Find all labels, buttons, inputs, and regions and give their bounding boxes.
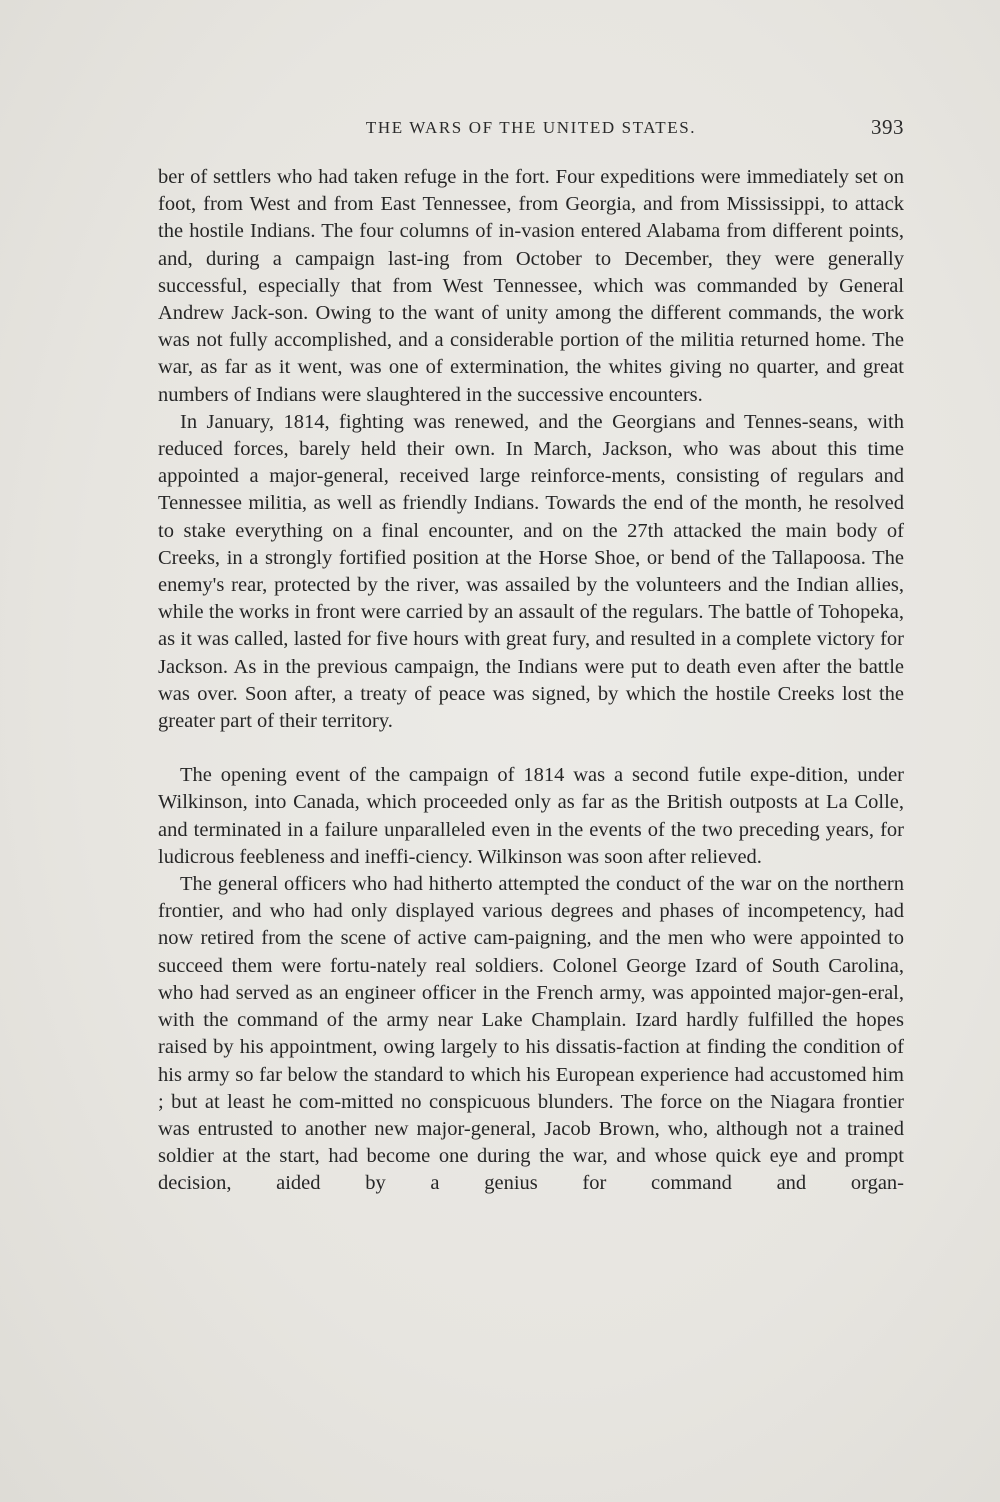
paragraph-general-officers: The general officers who had hitherto attempted the conduct of the war on the northern frontier, and who had only displayed various degrees and phases of incompetency, had now retired from the scene of active cam-paigning, and the men who were appointed to succeed them were fortu-nately real soldiers. Colonel George Izard of South Carolina, who had served as an engineer officer in the French army, was appointed major-gen-eral, with the command of the army near Lake Champlain. Izard hardly fulfilled the hopes raised by his appointment, owing largely to his dissatis-faction at finding the condition of his army so far below the standard to which his European experience had accustomed him ; but at least he com-mitted no conspicuous blunders. The force on the Niagara frontier was entrusted to another new major-general, Jacob Brown, who, although not a trained soldier at the start, had become one during the war, and whose quick eye and prompt decision, aided by a genius for command and organ- <box>158 873 904 1195</box>
paragraph-campaign-1814: The opening event of the campaign of 1814 was a second futile expe-dition, under Wilkinson, into Canada, which proceeded only as far as the British outposts at La Colle, and terminated in a failure unparalleled even in the events of the two preceding years, for ludicrous feebleness and ineffi-ciency. Wilkinson was soon after relieved. <box>158 764 904 868</box>
body-text <box>158 164 904 1198</box>
page-header <box>158 115 904 145</box>
paragraph-continuation: ber of settlers who had taken refuge in the fort. Four expeditions were immediately set on foot, from West and from East Tennessee, from Georgia, and from Mississippi, to attack the hostile Indians. The four columns of in-vasion entered Alabama from different points, and, during a campaign last-ing from October to December, they were generally successful, especially that from West Tennessee, which was commanded by General Andrew Jack-son. Owing to the want of unity among the different commands, the work was not fully accomplished, and a considerable portion of the militia returned home. The war, as far as it went, was one of extermination, the whites giving no quarter, and great numbers of Indians were slaughtered in the successive encounters. <box>158 166 904 406</box>
page-number: 393 <box>871 115 904 139</box>
running-head: THE WARS OF THE UNITED STATES. <box>365 118 697 137</box>
paragraph-creek-war: In January, 1814, fighting was renewed, and the Georgians and Tennes-seans, with reduced forces, barely held their own. In March, Jackson, who was about this time appointed a major-general, received large reinforce-ments, consisting of regulars and Tennessee militia, as well as friendly Indians. Towards the end of the month, he resolved to stake everything on a final encounter, and on the 27th attacked the main body of Creeks, in a strongly fortified position at the Horse Shoe, or bend of the Tallapoosa. The enemy's rear, protected by the river, was assailed by the volunteers and the Indian allies, while the works in front were carried by an assault of the regulars. The battle of Tohopeka, as it was called, lasted for five hours with great fury, and resulted in a complete victory for Jackson. As in the previous campaign, the Indians were put to death even after the battle was over. Soon after, a treaty of peace was signed, by which the hostile Creeks lost the greater part of their territory. <box>158 410 904 733</box>
section-break <box>158 735 904 762</box>
